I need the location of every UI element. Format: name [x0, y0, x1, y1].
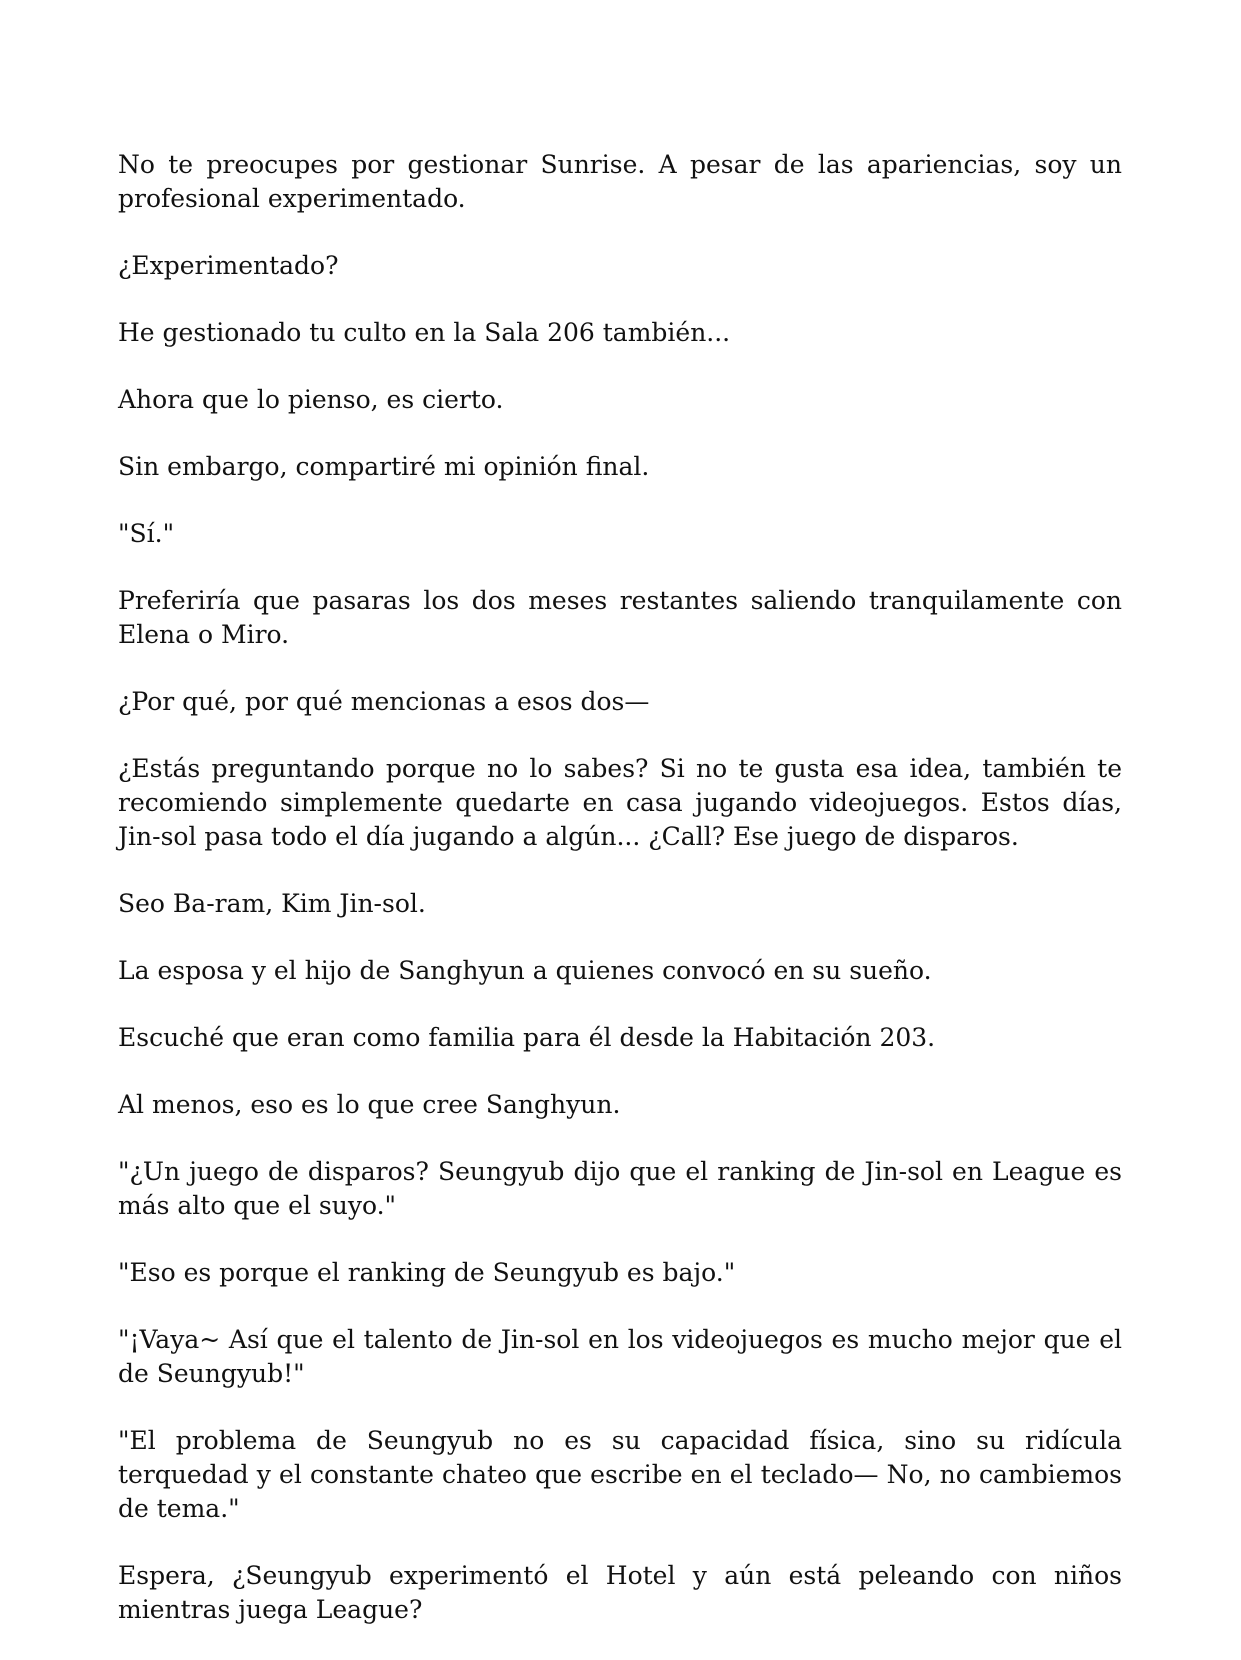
paragraph: Seo Ba-ram, Kim Jin-sol.: [118, 889, 426, 918]
paragraph: ¿Estás preguntando porque no lo sabes? Si no te gusta esa idea, también te recomiendo simplemente quedarte en casa jugando videojuegos. Estos días, Jin-sol pasa todo el día jugando a algún... ¿Call? Ese juego de disparos.: [118, 754, 1122, 851]
paragraph: "Eso es porque el ranking de Seungyub es bajo.": [118, 1258, 736, 1287]
paragraph: No te preocupes por gestionar Sunrise. A pesar de las apariencias, soy un profesional experimentado.: [118, 150, 1122, 213]
paragraph: ¿Por qué, por qué mencionas a esos dos—: [118, 687, 650, 716]
paragraph: He gestionado tu culto en la Sala 206 también...: [118, 318, 731, 347]
paragraph: "¡Vaya~ Así que el talento de Jin-sol en los videojuegos es mucho mejor que el de Seungyub!": [118, 1325, 1122, 1388]
paragraph: Ahora que lo pienso, es cierto.: [118, 385, 504, 414]
paragraph: ¿Experimentado?: [118, 251, 339, 280]
paragraph: Sin embargo, compartiré mi opinión final.: [118, 452, 650, 481]
paragraph: "¿Un juego de disparos? Seungyub dijo que el ranking de Jin-sol en League es más alto que el suyo.": [118, 1157, 1122, 1220]
paragraph: Preferiría que pasaras los dos meses restantes saliendo tranquilamente con Elena o Miro.: [118, 586, 1122, 649]
paragraph: Escuché que eran como familia para él desde la Habitación 203.: [118, 1023, 936, 1052]
paragraph: Espera, ¿Seungyub experimentó el Hotel y aún está peleando con niños mientras juega League?: [118, 1561, 1122, 1624]
paragraph: La esposa y el hijo de Sanghyun a quienes convocó en su sueño.: [118, 956, 932, 985]
paragraph: Al menos, eso es lo que cree Sanghyun.: [118, 1090, 621, 1119]
document-page: [118, 148, 1122, 1660]
paragraph: "El problema de Seungyub no es su capacidad física, sino su ridícula terquedad y el constante chateo que escribe en el teclado— No, no cambiemos de tema.": [118, 1426, 1122, 1523]
paragraph: "Sí.": [118, 519, 175, 548]
